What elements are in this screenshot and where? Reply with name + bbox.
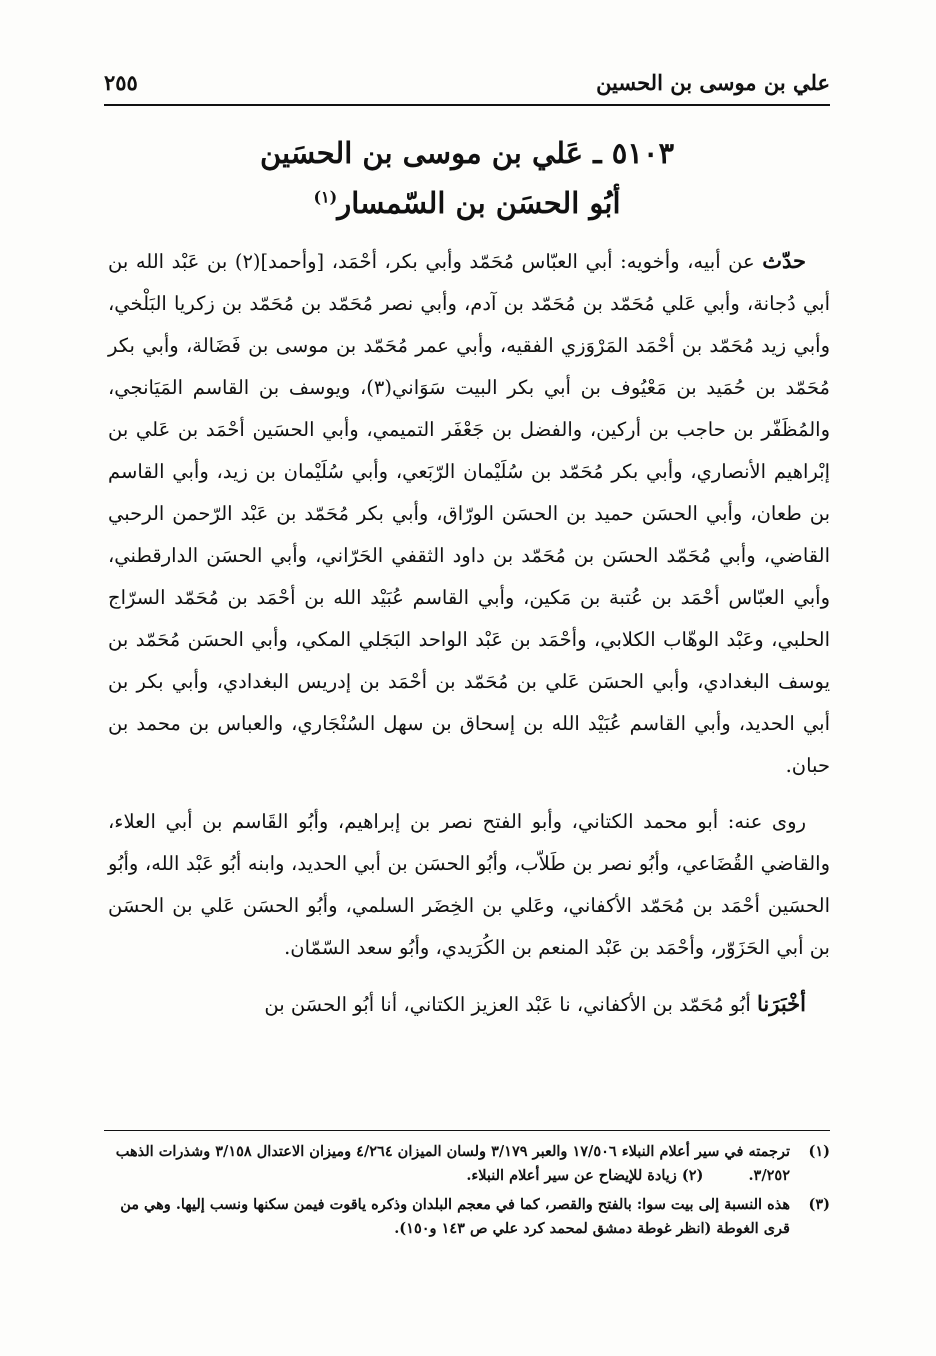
paragraph-isnad-text: أبُو مُحَمّد بن الأكفاني، نا عَبْد العزيز الكتاني، أنا أبُو الحسَن بن [264,993,751,1016]
footnote-rule [104,1130,830,1131]
paragraph-students [108,801,830,969]
footnote-2-number: (٢) [681,1167,704,1184]
footnote-ref-1: (١) [313,187,338,207]
lead-word-haddatha: حدّث [762,248,807,273]
body-text [108,240,830,1026]
entry-subtitle-text: أبُو الحسَن بن السّمسار [337,186,621,220]
page-number: ٢٥٥ [104,70,138,95]
running-title: علي بن موسى بن الحسين [596,70,830,95]
header-rule [104,104,830,106]
footnotes [104,1140,830,1246]
paragraph-teachers [108,240,830,787]
paragraph-teachers-text: عن أبيه، وأخويه: أبي العبّاس مُحَمّد وأبي بكر، أحْمَد، [وأحمد](٢) بن عَبْد الله بن أبي دُجانة، وأبي عَلي مُحَمّد بن مُحَمّد بن آدم، وأبي نصر مُحَمّد بن مُحَمّد بن زكريا البَلْخي، وأبي زيد مُحَمّد بن أحْمَد المَرْوَزي الفقيه، وأبي عمر مُحَمّد بن موسى بن فَضَالة، وأبي بكر مُحَمّد بن حُمَيد بن مَعْيُوف بن أبي بكر البيت سَوَاني(٣)، ويوسف بن القاسم المَيَانجي، والمُظَفّر بن حاجب بن أركين، والفضل بن جَعْفَر التميمي، وأبي الحسَين أحْمَد بن عَلي بن إبْراهيم الأنصاري، وأبي بكر مُحَمّد بن سُلَيْمان الرّبَعي، وأبي سُلَيْمان بن زيد، وأبي القاسم بن طعان، وأبي الحسَن حميد بن الحسَن الورّاق، وأبي بكر مُحَمّد بن عَبْد الرّحمن الرحبي القاضي، وأبي مُحَمّد الحسَن بن مُحَمّد بن داود الثقفي الحَرّاني، وأبي الحسَن الدارقطني، وأبي العبّاس أحْمَد بن عُتبة بن مَكين، وأبي القاسم عُبَيْد الله بن أحْمَد بن مُحَمّد السرّاج الحلبي، وعَبْد الوهّاب الكلابي، وأحْمَد بن عَبْد الواحد البَجَلي المكي، وأبي الحسَن مُحَمّد بن يوسف البغدادي، وأبي الحسَن عَلي بن مُحَمّد بن أحْمَد بن إدريس البغدادي، وأبي بكر بن أبي الحديد، وأبي القاسم عُبَيْد الله بن إسحاق بن سهل السُنْجَاري، والعباس بن محمد بن حبان. [108,250,830,777]
paragraph-students-text: روى عنه: أبو محمد الكتاني، وأبو الفتح نصر بن إبراهيم، وأبُو القَاسم بن أبي العلاء، والقاضي القُضَاعي، وأبُو نصر بن طَلاّب، وأبُو الحسَن بن أبي الحديد، وابنه أبُو عَبْد الله، وأبُو الحسَين أحْمَد بن مُحَمّد الأكفاني، وعَلي بن الخِضَر السلمي، وأبُو الحسَن عَلي بن الحسَن بن أبي الحَزَوّر، وأحْمَد بن عَبْد المنعم بن الكُرَيدي، وأبُو سعد السّمّان. [108,810,830,959]
lead-word-akhbarana: أخْبَرَنا [757,991,806,1016]
entry-subtitle [104,186,830,220]
footnote-3 [104,1193,830,1241]
paragraph-isnad [108,983,830,1026]
footnote-1-text: ترجمته في سير أعلام النبلاء ١٧/٥٠٦ والعبر ٣/١٧٩ ولسان الميزان ٤/٢٦٤ وميزان الاعتدال ٣/١٥٨ وشذرات الذهب ٣/٢٥٢. [115,1143,790,1184]
footnote-2-text: زيادة للإيضاح عن سير أعلام النبلاء. [466,1167,677,1184]
running-head [104,62,830,102]
footnote-1 [104,1140,830,1188]
entry-title: ٥١٠٣ ـ عَلي بن موسى بن الحسَين [259,136,675,170]
footnote-1-number: (١) [808,1143,830,1160]
footnote-3-number: (٣) [808,1196,830,1213]
footnote-3-text: هذه النسبة إلى بيت سوا: بالفتح والقصر، كما في معجم البلدان وذكره ياقوت فيمن سكنها ونسب إليها. وهي من قرى الغوطة (انظر غوطة دمشق لمحمد كرد علي ص ١٤٣ و١٥٠). [120,1196,790,1237]
